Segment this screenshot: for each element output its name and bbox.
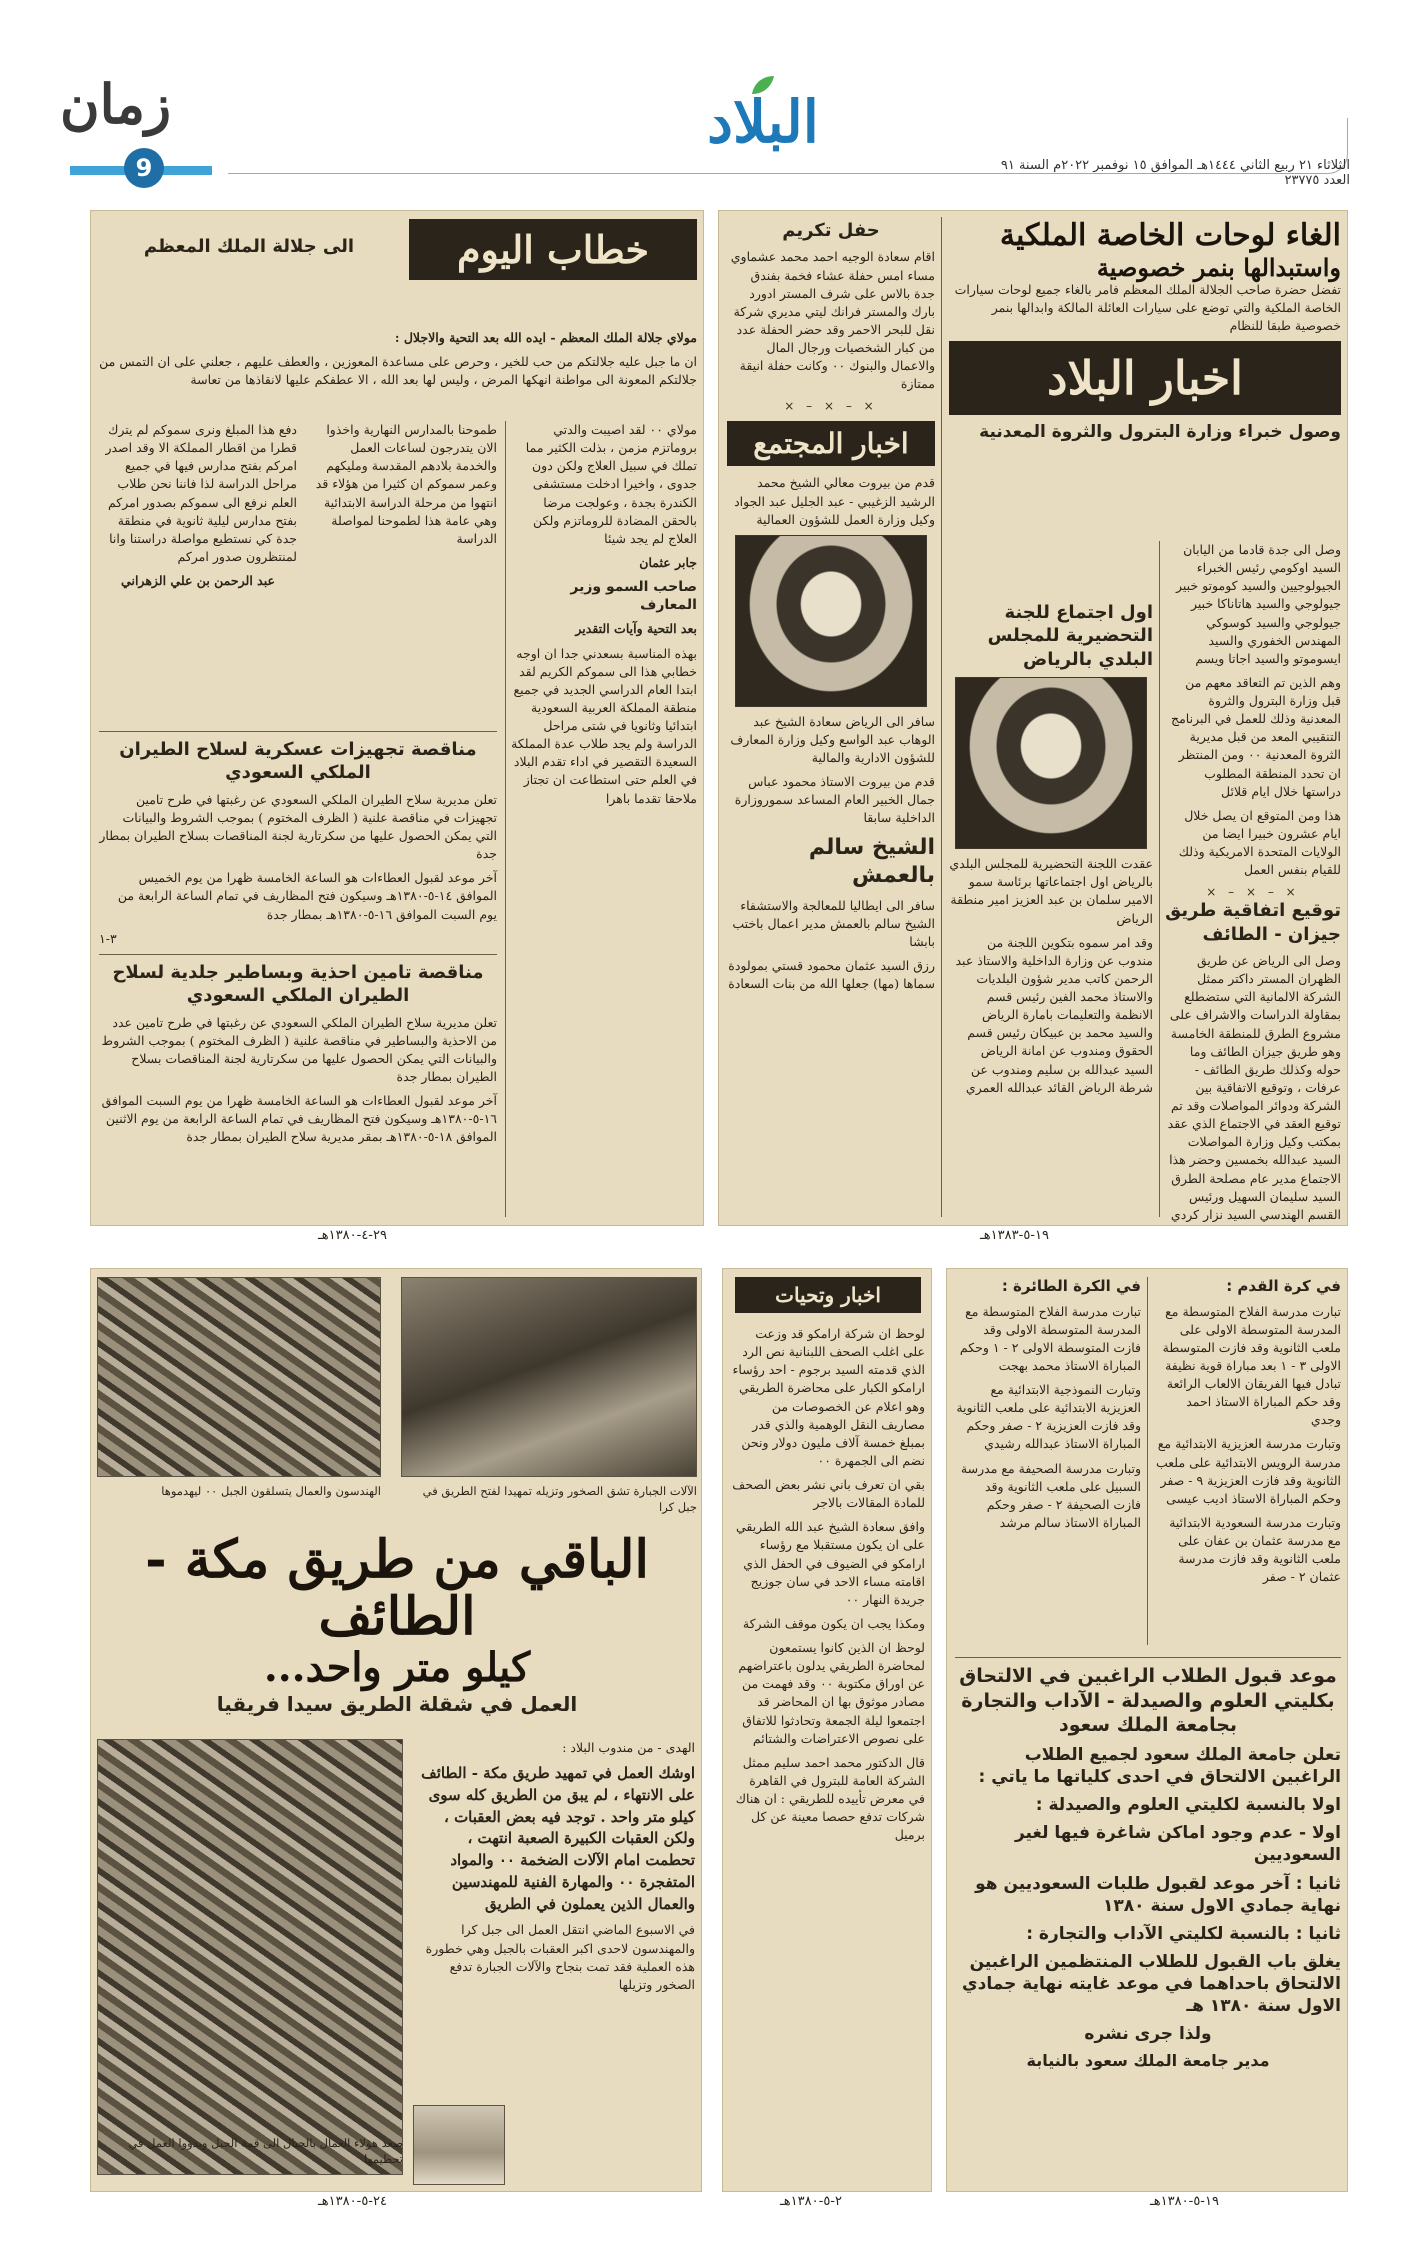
akhbar-albilad-masthead: اخبار البلاد [949, 341, 1341, 415]
admission-item-1a: اولا - عدم وجود اماكن شاغرة فيها لغير السعوديين [1014, 1823, 1341, 1866]
letter-text-4: طموحنا بالمدارس النهارية واخذوا الان يتدرجون لساعات العمل والخدمة بلادهم المقدسة ومليكهم وعمر سموكم ان كثيرا من هؤلاء قد انتهوا من مرحلة الدراسة الابتدائية وهي عامة هذا لطموحنا لمواصلة الدراسة [315, 422, 497, 546]
arrival-caption-2: قدم من بيروت الاستاذ محمود عباس جمال الخبير العام المساعد سموروزارة الداخلية سابقا [734, 774, 935, 826]
birth-notice: رزق السيد عثمان محمود قستي بمولودة سماها (مها) جعلها الله من بنات السعادة [728, 958, 935, 992]
royal-plates-headline: الغاء لوحات الخاصة الملكية [999, 218, 1341, 253]
separator: × – × – × [1206, 885, 1300, 900]
tender-code: ٣-١ [99, 930, 117, 946]
council-text: عقدت اللجنة التحضيرية للمجلس البلدي بالرياض اول اجتماعاتها برئاسة سمو الامير سلمان بن عبد العزيز امير منطقة الرياض [949, 856, 1153, 926]
minister-salutation: بعد التحية وآيات التقدير [575, 621, 697, 637]
clipping-date: ١٩-٥-١٣٨٣هـ [980, 1228, 1049, 1243]
road-article [413, 1739, 695, 2000]
dateline: الثلاثاء ٢١ ربيع الثاني ١٤٤٤هـ الموافق ١٥ نوفمبر ٢٠٢٢م السنة ٩١ العدد ٢٣٧٧٥ [1000, 158, 1350, 188]
society-masthead: اخبار المجتمع [727, 421, 935, 466]
oil-column [731, 1325, 925, 1850]
newspaper-logo [688, 74, 838, 164]
admission-item-3a: يغلق باب القبول للطلاب المنتظمين الراغبين الالتحاق باحداهما في موعد غايته نهاية جمادي الاول سنة ١٣٨٠ هـ [962, 1951, 1341, 2016]
royal-plates-subhead: واستبدالها بنمر خصوصية [1096, 252, 1341, 282]
royal-column [949, 219, 1341, 450]
tender-shoes-headline: مناقصة تامين احذية وبساطير جلدية لسلاح الطيران الملكي السعودي [112, 961, 484, 1007]
admission-item-3: ثانيا : بالنسبة لكليتي الآداب والتجارة : [1026, 1923, 1341, 1944]
admission-item-2: ثانيا : آخر موعد لقبول طلبات السعوديين هو نهاية جمادي الاول سنة ١٣٨٠ [975, 1873, 1341, 1916]
tribute-column [727, 219, 935, 999]
worksite-photo [413, 2105, 505, 2185]
divider [955, 1657, 1341, 1658]
experts-text-2: وهم الذين تم التعاقد معهم من قبل وزارة البترول والثروة المعدنية وذلك للعمل في البرنامج التنقيبي المعد من قبل مديرية الثروة المعدنية ٠٠ ومن المنتظر ان تحدد المنطقة المطلوب دراستها خلال ايام قلائل [1171, 674, 1341, 799]
admission-ending: ولذا جرى نشره [1084, 2024, 1212, 2045]
royal-plates-text: تفضل حضرة صاحب الجلالة الملك المعظم فامر بالغاء جميع لوحات سيارات الخاصة الملكية والتي توضع على سيارات العائلة المالكة وابدالها بنمر خصوصية طبقا للنظام [954, 282, 1341, 334]
oil-item-6: قال الدكتور محمد احمد سليم ممثل الشركة العامة للبترول في القاهرة في معرض تأييده للطريقي : ان هناك شركات تدفع حصصا معينة عن كل برميل [735, 1754, 925, 1843]
clipping-todays-letter [90, 210, 704, 1226]
column-rule [505, 421, 506, 1217]
clipping-date: ١٩-٥-١٣٨٠هـ [1150, 2194, 1219, 2209]
portrait-photo [735, 535, 927, 707]
oil-item-5: لوحظ ان الذين كانوا يستمعون لمحاضرة الطريقي يدلون باعتراضهم عن اوراق مكتوبة ٠٠ وقد فهمت من مصادر موثوق بها ان المحاضر قد اجتمعوا ليلة الجمعة وتحادثوا للاتفاق على نصوص الاعتراضات والشتائم [738, 1640, 925, 1746]
experts-text-3: هذا ومن المتوقع ان يصل خلال ايام عشرون خبيرا ايضا من الولايات المتحدة الامريكية وذلك للقيام بنفس العمل [1178, 807, 1341, 878]
sports-col-right [1153, 1277, 1341, 1592]
football-result-3: وتبارت مدرسة السعودية الابتدائية مع مدرسة عثمان بن عفان على ملعب الثانوية وقد فازت مدرسة عثمان ٢ - صفر [1169, 1514, 1341, 1585]
tribute-heading: حفل تكريم [782, 220, 880, 241]
divider [99, 731, 497, 732]
admission-lead: تعلن جامعة الملك سعود لجميع الطلاب الراغبين الالتحاق في احدى كلياتها ما ياتي : [978, 1745, 1341, 1788]
football-heading: في كرة القدم : [1226, 1277, 1341, 1295]
letter-main [99, 329, 697, 395]
tender-shoes-text: تعلن مديرية سلاح الطيران الملكي السعودي عن رغبتها في طرح تامين عدد من الاحذية والبساطير في مناقصة علنية ( الظرف المختوم ) بموجب الشروط والبيانات التي يمكن الحصول عليها من سكرتارية لجنة المناقصات بسلاح الطيران بمطار جدة [101, 1014, 497, 1084]
minister-text: بهذه المناسبة بسعدني جدا ان اوجه خطابي هذا الى سموكم الكريم لقد ابتدا العام الدراسي الجديد في جميع منطقة المملكة العربية السعودية ابتدائيا وثانويا في شتى مراحل الدراسة ولم يجد طلاب عدة المملكة السعيدة التقصير في اداء تقدم البلاد في العلم حتى استطاعت ان تجتاز ملاحقا تقدما باهرا [511, 645, 697, 806]
football-result-2: وتبارت مدرسة العزيزية الابتدائية مع مدرسة الرويس الابتدائية على ملعب الثانوية وقد فازت العزيزية ٩ - صفر وحكم المباراة الاستاذ اديب عيسى [1156, 1436, 1341, 1506]
column-rule [941, 217, 942, 1217]
road-agreement-text: وصل الى الرياض عن طريق الظهران المستر داكتر ممثل الشركة الالمانية التي ستضطلع بمقاولة الدراسات والاشراف على مشروع الطرق للمنطقة الخامسة وهو طريق جيزان الطائف وما حوله وكذلك طريق الطائف - عرفات ، وتوقيع الاتفاقية بين الشركة ودوائر المواصلات وقد تم توقيع العقد في الاجتماع الذي عقد بمكتب وكيل وزارة المواصلات السيد عبدالله بخمسين وحضر هذا الاجتماع مدير عام مصلحة الطرق السيد سليمان السهيل ورئيس القسم الهندسي السيد نزار كردي [1167, 953, 1341, 1222]
road-byline: الهدى - من مندوب البلاد : [562, 1740, 695, 1755]
clipping-royal-news [718, 210, 1348, 1226]
volleyball-result-2: وتبارت النموذجية الابتدائية مع العزيزية الابتدائية على ملعب الثانوية وقد فازت العزيزية ٢ - صفر وحكم المباراة الاستاذ عبدالله رشيدي [956, 1382, 1141, 1452]
council-column [949, 601, 1153, 1103]
workers-climbing-photo [97, 1277, 381, 1477]
column-rule [1159, 541, 1160, 1217]
divider [99, 954, 497, 955]
experts-text: وصل الى جدة قادما من اليابان السيد اوكومي رئيس الخبراء الجيولوجيين والسيد كوموتو خبير جيولوجي والسيد هاتاناكا خبير جيولوجي والسيد كوسوكي المهندس الخفوري والسيد ايسوموتو والسيد اجاتا ويسم [1175, 542, 1341, 666]
volleyball-result-3: وتبارت مدرسة الصحيفة مع مدرسة السبيل على ملعب الثانوية وقد فازت الصحيفة ٢ - صفر وحكم المباراة الاستاذ سالم مرشد [960, 1460, 1141, 1530]
road-subhead: العمل في شقلة الطريق سيدا فريقيا [216, 1692, 578, 1717]
workers-caption: الهندسون والعمال يتسلقون الجبل ٠٠ ليهدموها [161, 1484, 381, 1498]
letter-header-right [409, 219, 697, 280]
king-label: الى جلالة الملك المعظم [143, 236, 355, 257]
column-rule [1147, 1277, 1148, 1645]
minister-heading: صاحب السمو وزير المعارف [570, 579, 697, 614]
experts-headline: وصول خبراء وزارة البترول والثروة المعدنية [979, 422, 1341, 443]
road-headline-block [101, 1531, 693, 1723]
football-result-1: تبارت مدرسة الفلاح المتوسطة مع المدرسة المتوسطة الاولى على ملعب الثانوية وقد فازت المتوسطة الاولى ٣ - ١ بعد مباراة قوية نظيفة تبادل فيها الفريقان الالعاب الرائعة وقد حكم المباراة الاستاذ احمد وجدي [1162, 1303, 1341, 1428]
oil-item-3: وافق سعادة الشيخ عبد الله الطريقي على ان يكون مستقبلا مع رؤساء ارامكو في الضيوف في الحفل الذي اقامته مساء الاحد في سان جوزيج جريدة النهار ٠٠ [735, 1519, 925, 1607]
travel-caption: سافر الى الرياض سعادة الشيخ عبد الوهاب عبد الواسع وكيل وزارة المعارف للشؤون الادارية والمالية [730, 713, 935, 766]
road-body: في الاسبوع الماضي انتقل العمل الى جبل كرا والمهندسون لاحدى اكبر العقبات بالجبل وهي خطورة هذه العملية فقد تمت بنجاح والآلات الجبارة تدفع الصخور وتزيلها [425, 1922, 695, 1992]
tender-military-text: تعلن مديرية سلاح الطيران الملكي السعودي عن رغبتها في طرح تامين تجهيزات في مناقصة علنية ( الظرف المختوم ) بموجب الشروط والبيانات التي يمكن الحصول عليها من سكرتارية لجنة المناقصات بسلاح الطيران بمطار جدة [99, 791, 497, 862]
prince-portrait-photo [955, 677, 1147, 849]
council-headline: اول اجتماع للجنة التحضيرية للمجلس البلدي بالرياض [987, 602, 1153, 670]
admission-notice [955, 1657, 1341, 2078]
road-agreement-headline: توقيع اتفاقية طريق جيزان - الطائف [1165, 900, 1341, 945]
road-headline-2: كيلو متر واحد... [263, 1644, 531, 1692]
oil-item-1: لوحظ ان شركة ارامكو قد وزعت على اغلب الصحف اللبنانية نص الرد الذي قدمته السيد برجوم - احد رؤساء ارامكو الكبار على محاضرة الطريقي وهو اعلام عن الخصوصات من مصاريف النقل الوهمية والذي قدر بمبلغ خمسة آلاف مليون دولار ونحن نضم الى الجمهرة ٠٠ [732, 1326, 925, 1468]
section-title: زمان [60, 72, 172, 136]
admission-headline: موعد قبول الطلاب الراغبين في الالتحاق بكليتي العلوم والصيدلة - الآداب والتجارة بجامعة الملك سعود [959, 1665, 1337, 1737]
tender-military-headline: مناقصة تجهيزات عسكرية لسلاح الطيران الملكي السعودي [119, 739, 477, 784]
page-number-badge: 9 [124, 148, 164, 188]
salem-text: سافر الى ايطاليا للمعالجة والاستشفاء الشيخ سالم بالعمش مدير اعمال باختب بابشا [732, 897, 935, 949]
letter-header-left [99, 235, 399, 264]
experts-column [1165, 541, 1341, 1226]
logo-text: البلاد [707, 88, 819, 156]
letter-col-middle [305, 421, 497, 554]
machines-caption: الآلات الجبارة تشق الصخور وتزيله تمهيدا لفتح الطريق في جبل كرا [422, 1484, 697, 1515]
signature-jaber: جابر عثمان [639, 554, 697, 570]
signature-zahrani: عبد الرحمن بن علي الزهراني [121, 573, 275, 588]
tender-shoes-deadline: آخر موعد لقبول العطاءات هو الساعة الخامسة ظهرا من يوم السبت الموافق ١٦-٥-١٣٨٠هـ وسيكون فتح المظاريف في تمام الساعة الرابعة من يوم الاثنين الموافق ١٨-٥-١٣٨٠هـ بمقر مديرية سلاح الطيران بمطار جدة [101, 1093, 497, 1145]
tender-military-deadline: آخر موعد لقبول العطاءات هو الساعة الخامسة ظهرا من يوم الخميس الموافق ١٤-٥-١٣٨٠هـ وسيكون فتح المظاريف في تمام الساعة الرابعة من يوم السبت الموافق ١٦-٥-١٣٨٠هـ بمطار جدة [117, 870, 497, 922]
clipping-date: ٢٤-٥-١٣٨٠هـ [318, 2194, 387, 2209]
admission-signature: مدير جامعة الملك سعود بالنيابة [1026, 2051, 1270, 2071]
volleyball-heading: في الكرة الطائرة : [1001, 1277, 1141, 1295]
letter-text: ان ما جبل عليه جلالتكم من حب للخير ، وحرص على مساعدة المعوزين ، والعطف عليهم ، جعلني على ان التمس من جلالتكم المعونة الى مواطنة انهكها المرض ، وليس لها بعد الله ، الا عطفكم عليها لانقاذها من تعاسة [99, 354, 697, 388]
clipping-sports-admission [946, 1268, 1348, 2192]
mountain-photo [97, 1739, 403, 2175]
letter-col-left [99, 421, 297, 596]
separator: × – × – × [784, 399, 878, 414]
road-headline: الباقي من طريق مكة - الطائف [145, 1529, 649, 1648]
council-text-2: وقد امر سموه بتكوين اللجنة من مندوب عن وزارة الداخلية والاستاذ عبد الرحمن كاتب مدير شؤون البلديات والاستاذ محمد الفين رئيس قسم الانظمة والتعليمات بامارة الرياض والسيد محمد بن عبيكان رئيس قسم الحقوق ومندوب عن امانة الرياض السيد عبدالله بن سليم ومندوب عن شرطة الرياض القائد عبدالله العمري [955, 934, 1153, 1095]
admission-item-1: اولا بالنسبة لكليتي العلوم والصيدلة : [1035, 1795, 1341, 1816]
clipping-date: ٢-٥-١٣٨٠هـ [780, 2194, 842, 2209]
letter-salutation: مولاي جلالة الملك المعظم - ايده الله بعد التحية والاجلال : [394, 330, 697, 345]
oil-item-2: بقي ان تعرف باني نشر بعض الصحف للمادة المقالات بالاجر [732, 1477, 925, 1511]
tribute-text: اقام سعادة الوجيه احمد محمد عشماوي مساء امس حفلة عشاء فخمة بفندق جدة بالاس على شرف المستر ادورد بارك والمستر فرانك ليتي مديري شركة نقل للبحر الاحمر وقد حضر الحفلة عدد من كبار الشخصيات ورجال المال والاعمال والبنوك ٠٠ وكانت حفلة انيقة ممتازة [730, 249, 935, 392]
mountain-caption: صعد هؤلاء العمال بالجبال الى قمة الجبل وبدؤوا العمل في تحطيمها [128, 2136, 403, 2167]
sports-col-left [955, 1277, 1141, 1538]
todays-letter-masthead: خطاب اليوم [409, 219, 697, 280]
volleyball-result-1: تبارت مدرسة الفلاح المتوسطة مع المدرسة المتوسطة الاولى وقد فازت المتوسطة الاولى ٢ - ١ وحكم المباراة الاستاذ محمد بهجت [959, 1303, 1141, 1373]
road-lead: اوشك العمل في تمهيد طريق مكة - الطائف على الانتهاء ، لم يبق من الطريق كله سوى كيلو متر واحد . توجد فيه بعض العقبات ، ولكن العقبات الكبيرة الصعبة انتهت ، تحطمت امام الآلات الضخمة ٠٠ والمواد المتفجرة ٠٠ والمهارة الفنية للمهندسين والعمال الذين يعملون في الطريق [421, 1764, 695, 1913]
clipping-oil-news [722, 1268, 932, 2192]
clipping-makkah-taif-road [90, 1268, 702, 2192]
letter-text-2: مولاي ٠٠ لقد اصيبت والدتي بروماتزم مزمن ، بذلت الكثير مما تملك في سبيل العلاج ولكن دون جدوى ، واخيرا ادخلت مستشفى الكندرة بجدة ، وعولجت مرضا بالحقن المضادة للروماتزم ولكن العلاج لم يجد شيئا [525, 422, 697, 546]
oil-item-4: ومكذا يجب ان يكون موقف الشركة [742, 1615, 925, 1631]
bulldozer-photo [401, 1277, 697, 1477]
arrival-caption: قدم من بيروت معالي الشيخ محمد الرشيد الزغيبي - عبد الجليل عبد الجواد وكيل وزارة العمل للشؤون العمالية [734, 475, 935, 527]
letter-text-3: دفع هذا المبلغ ونرى سموكم لم يترك قطرا من اقطار المملكة الا وقد اصدر امركم بفتح مدارس فيها في جميع مراحل الدراسة لذا فاننا نحن طلاب العلم نرفع الى سموكم بصدور امركم بفتح مدارس ليلية ثانوية في منطقة جدة كي نستطيع مواصلة دراستنا وانا لمنتظرون صدور امركم [105, 422, 297, 564]
letter-col-right [511, 421, 697, 814]
salem-heading: الشيخ سالم بالعمش [808, 834, 935, 889]
clipping-date: ٢٩-٤-١٣٨٠هـ [318, 1228, 387, 1243]
oil-masthead: اخبار وتحيات [735, 1277, 921, 1313]
tenders-block [99, 731, 497, 1152]
